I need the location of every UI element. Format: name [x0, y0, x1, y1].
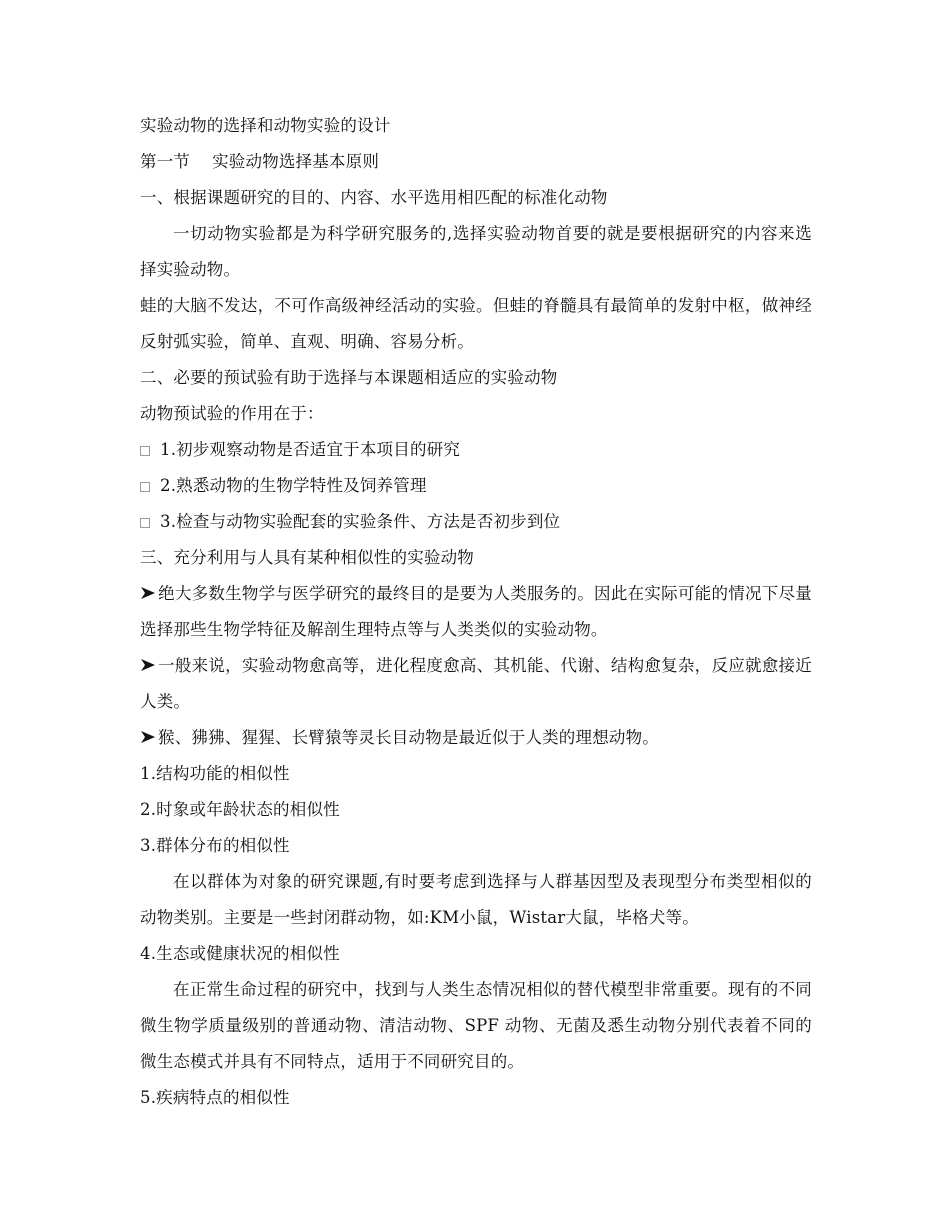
empty-square-icon: [140, 518, 150, 528]
heading-3: 三、充分利用与人具有某种相似性的实验动物: [140, 548, 474, 567]
heading-1: 一、根据课题研究的目的、内容、水平选用相匹配的标准化动物: [140, 188, 608, 207]
arrow-item-text: 猴、狒狒、猩猩、长臂猿等灵长目动物是最近似于人类的理想动物。: [158, 728, 659, 747]
document-title: 实验动物的选择和动物实验的设计: [140, 116, 391, 135]
pretest-item-text: 1.初步观察动物是否适宜于本项目的研究: [160, 440, 461, 459]
pretest-item: [140, 504, 812, 540]
arrow-item-text: 绝大多数生物学与医学研究的最终目的是要为人类服务的。因此在实际可能的情况下尽量选择那些生物学特征及解剖生理特点等与人类类似的实验动物。: [140, 584, 812, 639]
pretest-item: [140, 432, 812, 468]
paragraph-3: 在以群体为对象的研究课题,有时要考虑到选择与人群基因型及表现型分布类型相似的动物类别。主要是一些封闭群动物，如:KM小鼠，Wistar大鼠，毕格犬等。: [140, 872, 812, 927]
empty-square-icon: [140, 482, 150, 492]
section-heading: [140, 144, 812, 180]
arrowhead-bullet-icon: [140, 658, 156, 672]
section-title: 实验动物选择基本原则: [212, 152, 380, 171]
section-number: 第一节: [140, 152, 191, 171]
paragraph-1: 一切动物实验都是为科学研究服务的,选择实验动物首要的就是要根据研究的内容来选择实验动物。: [140, 224, 812, 279]
paragraph-2: 蛙的大脑不发达，不可作高级神经活动的实验。但蛙的脊髓具有最简单的发射中枢，做神经反射弧实验，简单、直观、明确、容易分析。: [140, 296, 812, 351]
pretest-intro: 动物预试验的作用在于：: [140, 404, 324, 423]
similarity-1: 1.结构功能的相似性: [140, 764, 290, 783]
empty-square-icon: [140, 446, 150, 456]
similarity-2: 2.时象或年龄状态的相似性: [140, 800, 340, 819]
document-body: [140, 108, 812, 1116]
similarity-3: 3.群体分布的相似性: [140, 836, 290, 855]
arrow-item: [140, 648, 812, 720]
arrow-item: [140, 720, 812, 756]
arrowhead-bullet-icon: [140, 586, 156, 600]
paragraph-4: 在正常生命过程的研究中，找到与人类生态情况相似的替代模型非常重要。现有的不同微生物学质量级别的普通动物、清洁动物、SPF 动物、无菌及悉生动物分别代表着不同的微生态模式并具有不同特点，适用于不同研究目的。: [140, 980, 812, 1071]
pretest-item: [140, 468, 812, 504]
arrow-item: [140, 576, 812, 648]
similarity-5: 5.疾病特点的相似性: [140, 1088, 290, 1107]
pretest-item-text: 3.检查与动物实验配套的实验条件、方法是否初步到位: [160, 512, 561, 531]
similarity-4: 4.生态或健康状况的相似性: [140, 944, 340, 963]
pretest-item-text: 2.熟悉动物的生物学特性及饲养管理: [160, 476, 427, 495]
heading-2: 二、必要的预试验有助于选择与本课题相适应的实验动物: [140, 368, 558, 387]
arrow-item-text: 一般来说，实验动物愈高等，进化程度愈高、其机能、代谢、结构愈复杂，反应就愈接近人类。: [140, 656, 812, 711]
arrowhead-bullet-icon: [140, 730, 156, 744]
